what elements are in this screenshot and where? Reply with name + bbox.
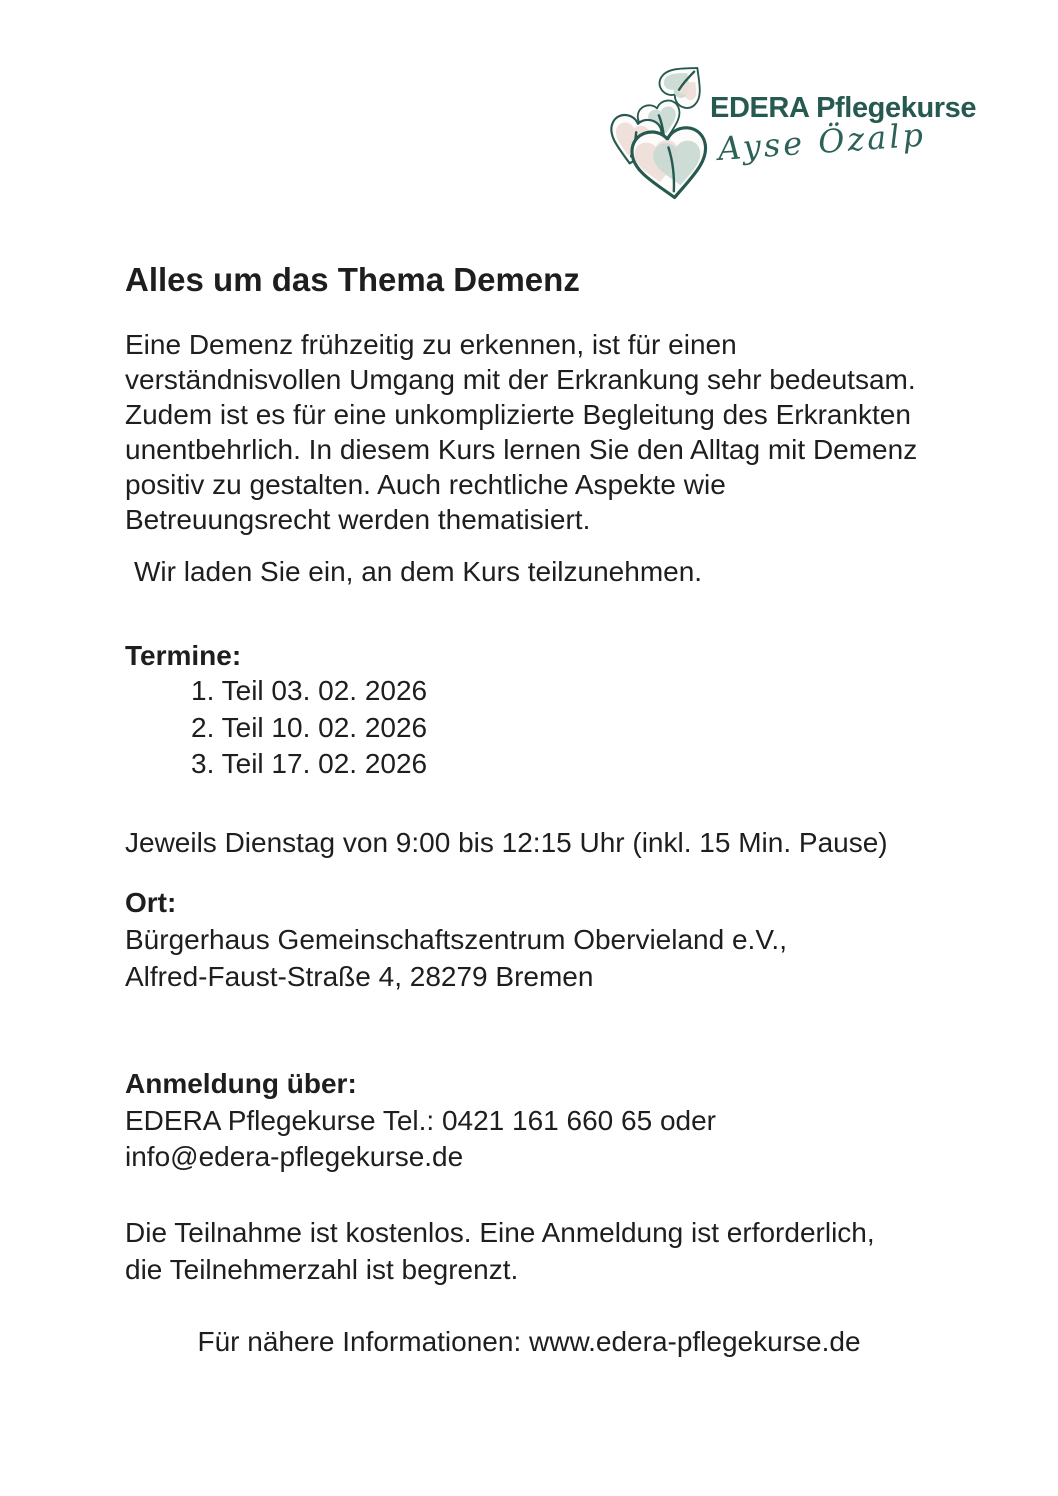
teilnahme-note	[125, 1214, 875, 1288]
ort-address: Alfred-Faust-Straße 4, 28279 Bremen	[125, 961, 594, 992]
ort-venue: Bürgerhaus Gemeinschaftszentrum Obervieland e.V.,	[125, 924, 787, 955]
intro-line: Betreuungsrecht werden thematisiert.	[125, 504, 591, 535]
ort-section	[125, 884, 787, 995]
termine-list	[191, 673, 427, 783]
termine-label: Termine:	[125, 640, 242, 671]
owner-signature: Ayse Özalp	[716, 115, 928, 168]
brand-name: EDERA Pflegekurse	[710, 92, 977, 124]
ivy-leaf	[630, 126, 712, 202]
teilnahme-line: die Teilnehmerzahl ist begrenzt.	[125, 1254, 519, 1285]
logo	[606, 56, 977, 206]
intro-line: positiv zu gestalten. Auch rechtliche Aspekte wie	[125, 469, 726, 500]
anmeldung-email: info@edera-pflegekurse.de	[125, 1141, 464, 1173]
intro-line: Zudem ist es für eine unkomplizierte Begleitung des Erkrankten	[125, 399, 911, 430]
anmeldung-phone: EDERA Pflegekurse Tel.: 0421 161 660 65 oder	[125, 1104, 716, 1136]
intro-paragraph	[125, 327, 917, 537]
footer-info-line: Für nähere Informationen: www.edera-pflegekurse.de	[197, 1326, 861, 1357]
intro-line: unentbehrlich. In diesem Kurs lernen Sie den Alltag mit Demenz	[125, 434, 918, 465]
anmeldung-label: Anmeldung über:	[125, 1068, 357, 1099]
intro-line: verständnisvollen Umgang mit der Erkrankung sehr bedeutsam.	[125, 364, 916, 395]
invitation-line: Wir laden Sie ein, an dem Kurs teilzunehmen.	[134, 556, 703, 587]
schedule-line: Jeweils Dienstag von 9:00 bis 12:15 Uhr (inkl. 15 Min. Pause)	[125, 827, 888, 858]
intro-line: Eine Demenz frühzeitig zu erkennen, ist für einen	[125, 329, 737, 360]
anmeldung-section	[125, 1066, 716, 1176]
page-title: Alles um das Thema Demenz	[125, 261, 580, 298]
termine-item: 2. Teil 10. 02. 2026	[191, 711, 428, 743]
ort-label: Ort:	[125, 887, 177, 918]
ivy-leaves-icon	[606, 58, 718, 206]
termine-item: 3. Teil 17. 02. 2026	[191, 748, 428, 780]
termine-item: 1. Teil 03. 02. 2026	[191, 675, 428, 706]
teilnahme-line: Die Teilnahme ist kostenlos. Eine Anmeldung ist erforderlich,	[125, 1217, 875, 1248]
